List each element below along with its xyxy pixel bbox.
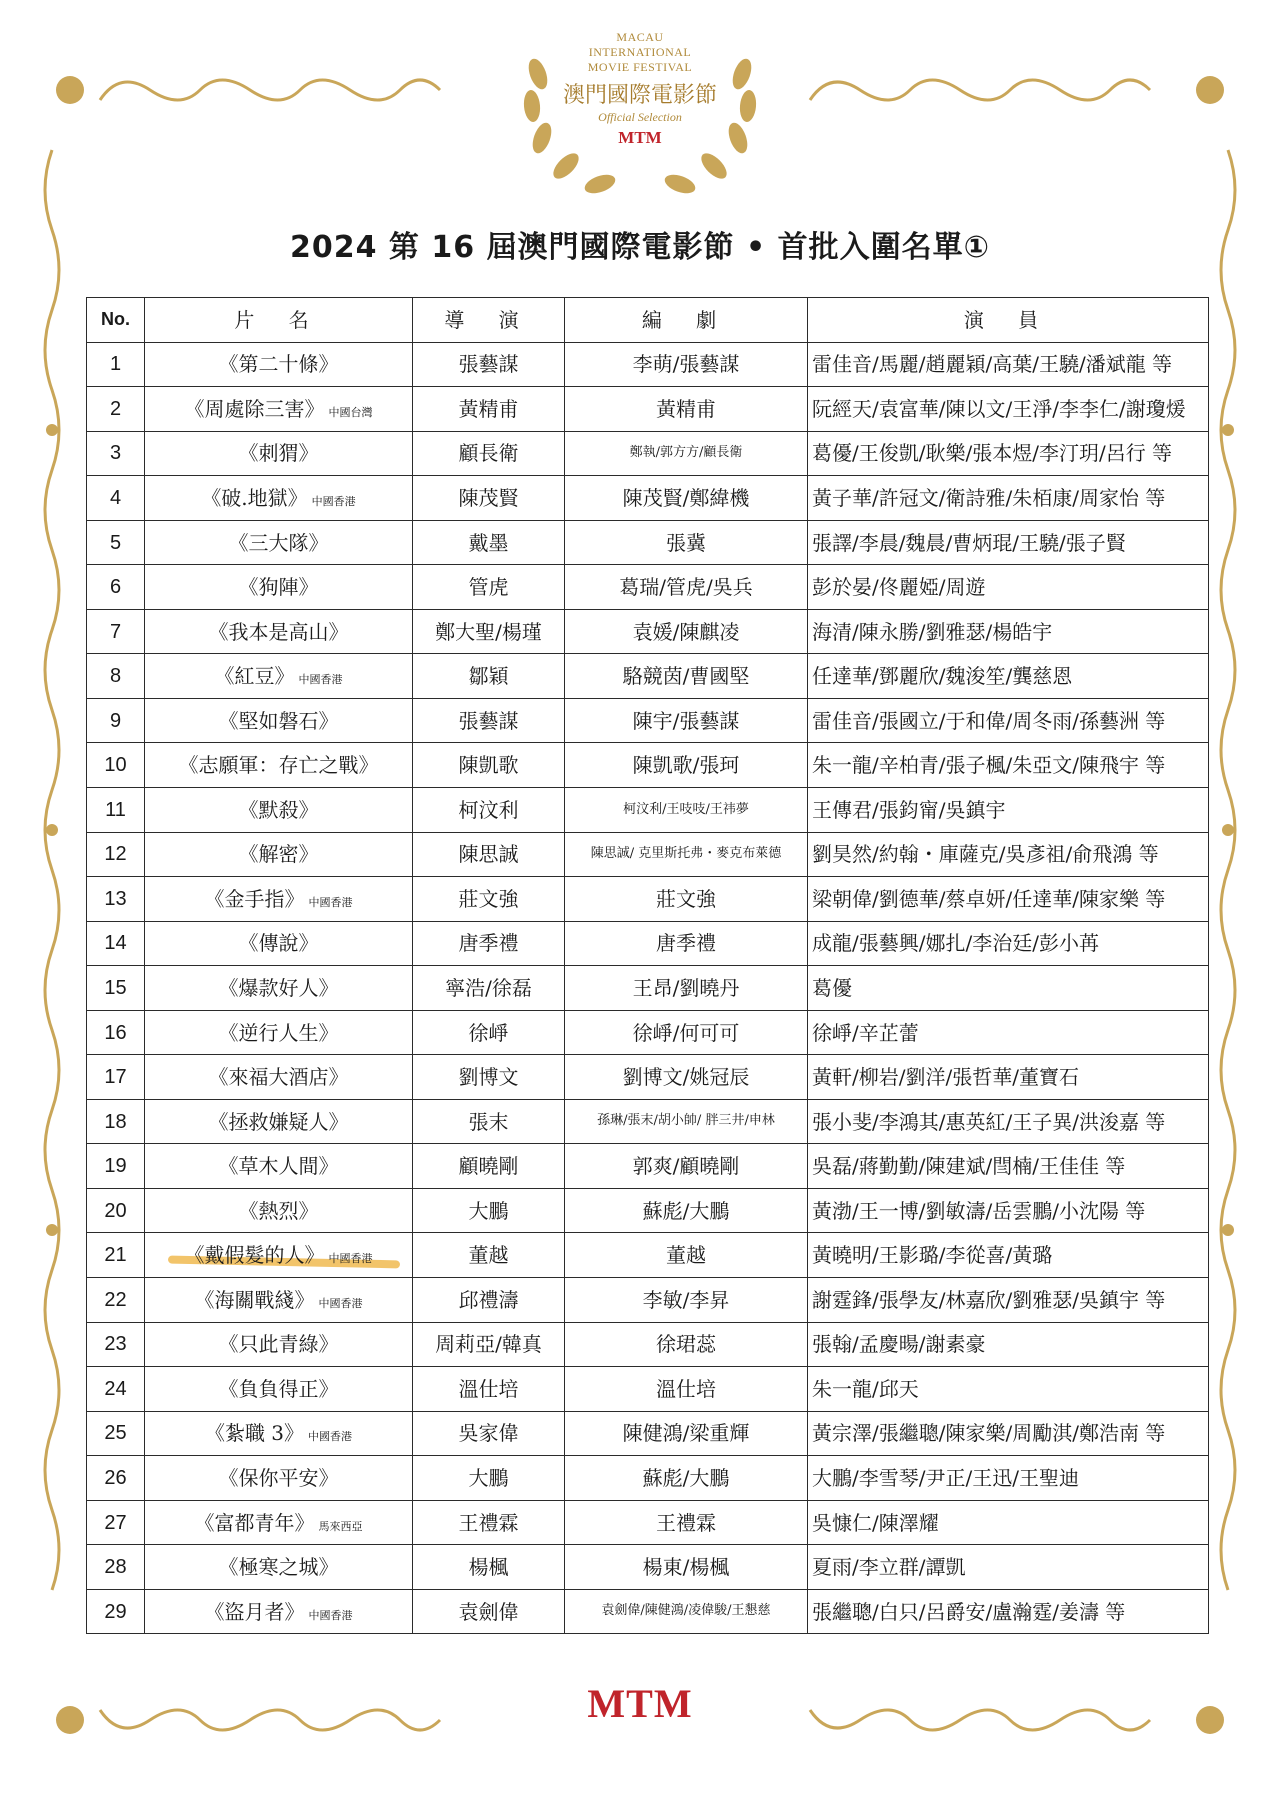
director-cell: 張藝謀 — [413, 342, 565, 387]
director-cell: 張末 — [413, 1099, 565, 1144]
row-number: 3 — [87, 431, 145, 476]
table-row — [87, 1411, 1209, 1456]
table-row — [87, 654, 1209, 699]
table-row — [87, 520, 1209, 565]
film-title: 《我本是高山》 — [208, 619, 349, 644]
director-cell: 邱禮濤 — [413, 1278, 565, 1323]
table-row — [87, 743, 1209, 788]
table-row — [87, 1456, 1209, 1501]
table-body — [87, 342, 1209, 1634]
row-number: 18 — [87, 1099, 145, 1144]
cast-cell: 任達華/鄧麗欣/魏浚笙/龔慈恩 — [808, 654, 1209, 699]
film-title-cell — [145, 1367, 413, 1412]
table-row — [87, 431, 1209, 476]
film-title-cell — [145, 654, 413, 699]
film-title-cell — [145, 387, 413, 432]
writer-cell: 楊東/楊楓 — [565, 1545, 808, 1590]
director-cell: 陳思誠 — [413, 832, 565, 877]
film-title: 《極寒之城》 — [218, 1555, 339, 1580]
film-title-cell — [145, 565, 413, 610]
writer-cell: 溫仕培 — [565, 1367, 808, 1412]
row-number: 8 — [87, 654, 145, 699]
row-number: 28 — [87, 1545, 145, 1590]
header-no: No. — [87, 298, 145, 343]
film-title: 《草木人間》 — [218, 1154, 339, 1179]
row-number: 23 — [87, 1322, 145, 1367]
film-title: 《第二十條》 — [218, 352, 339, 377]
cast-cell: 吳磊/蔣勤勤/陳建斌/閆楠/王佳佳 等 — [808, 1144, 1209, 1189]
cast-cell: 黃子華/許冠文/衛詩雅/朱栢康/周家怡 等 — [808, 476, 1209, 521]
cast-cell: 成龍/張藝興/娜扎/李治廷/彭小苒 — [808, 921, 1209, 966]
cast-cell: 葛優/王俊凱/耿樂/張本煜/李汀玥/呂行 等 — [808, 431, 1209, 476]
row-number: 5 — [87, 520, 145, 565]
row-number: 29 — [87, 1589, 145, 1634]
writer-cell: 郭爽/顧曉剛 — [565, 1144, 808, 1189]
film-title: 《熱烈》 — [238, 1198, 319, 1223]
cast-cell: 張小斐/李鴻其/惠英紅/王子異/洪浚嘉 等 — [808, 1099, 1209, 1144]
seal-line-2: INTERNATIONAL — [588, 45, 692, 59]
film-title-cell — [145, 698, 413, 743]
cast-cell: 彭於晏/佟麗婭/周遊 — [808, 565, 1209, 610]
table-row — [87, 476, 1209, 521]
film-title: 《海關戰綫》 — [194, 1287, 315, 1312]
table-row — [87, 1500, 1209, 1545]
director-cell: 王禮霖 — [413, 1500, 565, 1545]
film-title: 《解密》 — [238, 842, 319, 867]
table-row — [87, 966, 1209, 1011]
table-row — [87, 1278, 1209, 1323]
row-number: 12 — [87, 832, 145, 877]
footer-mtm-logo: MTM — [587, 1681, 693, 1726]
table-row — [87, 1055, 1209, 1100]
director-cell: 大鵬 — [413, 1188, 565, 1233]
writer-cell: 駱競茵/曹國堅 — [565, 654, 808, 699]
director-cell: 莊文強 — [413, 877, 565, 922]
film-title: 《保你平安》 — [218, 1465, 339, 1490]
film-title-cell — [145, 1322, 413, 1367]
writer-cell: 柯汶利/王吱吱/王祎夢 — [565, 788, 808, 833]
cast-cell: 張繼聰/白只/呂爵安/盧瀚霆/姜濤 等 — [808, 1589, 1209, 1634]
director-cell: 陳凱歌 — [413, 743, 565, 788]
row-number: 17 — [87, 1055, 145, 1100]
director-cell: 吳家偉 — [413, 1411, 565, 1456]
film-title: 《戴假髮的人》 — [184, 1243, 325, 1268]
writer-cell: 李敏/李昇 — [565, 1278, 808, 1323]
director-cell: 唐季禮 — [413, 921, 565, 966]
seal-chinese-name: 澳門國際電影節 — [562, 83, 717, 108]
director-cell: 戴墨 — [413, 520, 565, 565]
film-title: 《刺猬》 — [238, 441, 319, 466]
film-title-cell — [145, 832, 413, 877]
cast-cell: 黃軒/柳岩/劉洋/張哲華/董寶石 — [808, 1055, 1209, 1100]
film-title: 《只此青綠》 — [218, 1332, 339, 1357]
row-number: 15 — [87, 966, 145, 1011]
film-title-cell — [145, 1589, 413, 1634]
director-cell: 大鵬 — [413, 1456, 565, 1501]
table-row — [87, 1188, 1209, 1233]
film-title: 《周處除三害》 — [184, 396, 325, 421]
row-number: 14 — [87, 921, 145, 966]
writer-cell: 陳思誠/ 克里斯托弗・麥克布萊德 — [565, 832, 808, 877]
writer-cell: 王禮霖 — [565, 1500, 808, 1545]
writer-cell: 鄭執/郭方方/顧長衛 — [565, 431, 808, 476]
row-number: 7 — [87, 609, 145, 654]
table-row — [87, 1233, 1209, 1278]
cast-cell: 夏雨/李立群/譚凱 — [808, 1545, 1209, 1590]
film-title: 《紅豆》 — [214, 664, 295, 689]
writer-cell: 蘇彪/大鵬 — [565, 1188, 808, 1233]
writer-cell: 黃精甫 — [565, 387, 808, 432]
film-title-cell — [145, 1010, 413, 1055]
cast-cell: 葛優 — [808, 966, 1209, 1011]
writer-cell: 葛瑞/管虎/吳兵 — [565, 565, 808, 610]
film-title-cell — [145, 921, 413, 966]
director-cell: 寧浩/徐磊 — [413, 966, 565, 1011]
table-row — [87, 1367, 1209, 1412]
row-number: 26 — [87, 1456, 145, 1501]
row-number: 24 — [87, 1367, 145, 1412]
film-title-cell — [145, 743, 413, 788]
writer-cell: 莊文強 — [565, 877, 808, 922]
film-title: 《志願軍：存亡之戰》 — [178, 753, 379, 778]
header-title: 片 名 — [145, 298, 413, 343]
table-row — [87, 1322, 1209, 1367]
cast-cell: 阮經天/袁富華/陳以文/王淨/李李仁/謝瓊煖 — [808, 387, 1209, 432]
writer-cell: 袁媛/陳麒凌 — [565, 609, 808, 654]
film-title-cell — [145, 342, 413, 387]
row-number: 11 — [87, 788, 145, 833]
director-cell: 董越 — [413, 1233, 565, 1278]
film-region: 中國香港 — [298, 673, 343, 687]
director-cell: 鄒穎 — [413, 654, 565, 699]
table-row — [87, 832, 1209, 877]
film-title-cell — [145, 476, 413, 521]
row-number: 4 — [87, 476, 145, 521]
row-number: 22 — [87, 1278, 145, 1323]
cast-cell: 雷佳音/馬麗/趙麗穎/高葉/王驍/潘斌龍 等 — [808, 342, 1209, 387]
film-title: 《盜月者》 — [204, 1599, 305, 1624]
seal-official-selection: Official Selection — [598, 110, 682, 124]
film-region: 中國香港 — [328, 1252, 373, 1266]
table-row — [87, 609, 1209, 654]
row-number: 21 — [87, 1233, 145, 1278]
film-title-cell — [145, 1500, 413, 1545]
cast-cell: 雷佳音/張國立/于和偉/周冬雨/孫藝洲 等 — [808, 698, 1209, 743]
writer-cell: 徐珺蕊 — [565, 1322, 808, 1367]
film-title-cell — [145, 1545, 413, 1590]
film-region: 中國香港 — [311, 494, 356, 508]
film-region: 中國香港 — [308, 1608, 353, 1622]
film-title-cell — [145, 877, 413, 922]
table-row — [87, 1545, 1209, 1590]
seal-mtm: MTM — [618, 128, 662, 147]
table-row — [87, 387, 1209, 432]
row-number: 19 — [87, 1144, 145, 1189]
seal-line-3: MOVIE FESTIVAL — [587, 60, 693, 74]
director-cell: 鄭大聖/楊瑾 — [413, 609, 565, 654]
row-number: 27 — [87, 1500, 145, 1545]
table-row — [87, 1589, 1209, 1634]
film-region: 中國香港 — [308, 895, 353, 909]
film-title-cell — [145, 1099, 413, 1144]
film-title-cell — [145, 431, 413, 476]
cast-cell: 大鵬/李雪琴/尹正/王迅/王聖迪 — [808, 1456, 1209, 1501]
film-title-cell — [145, 1233, 413, 1278]
cast-cell: 徐崢/辛芷蕾 — [808, 1010, 1209, 1055]
film-title: 《紮職 3》 — [204, 1421, 305, 1446]
film-title-cell — [145, 520, 413, 565]
film-title: 《逆行人生》 — [218, 1020, 339, 1045]
director-cell: 黃精甫 — [413, 387, 565, 432]
row-number: 1 — [87, 342, 145, 387]
film-region: 馬來西亞 — [318, 1519, 363, 1533]
film-title: 《堅如磐石》 — [218, 708, 339, 733]
film-title-cell — [145, 1456, 413, 1501]
cast-cell: 梁朝偉/劉德華/蔡卓妍/任達華/陳家樂 等 — [808, 877, 1209, 922]
row-number: 16 — [87, 1010, 145, 1055]
page-title: 2024 第 16 屆澳門國際電影節 • 首批入圍名單① — [289, 230, 991, 265]
table-row — [87, 1099, 1209, 1144]
film-title: 《狗陣》 — [238, 575, 319, 600]
film-region: 中國香港 — [308, 1430, 353, 1444]
writer-cell: 袁劍偉/陳健鴻/凌偉駿/王懇慈 — [565, 1589, 808, 1634]
row-number: 25 — [87, 1411, 145, 1456]
director-cell: 劉博文 — [413, 1055, 565, 1100]
writer-cell: 李萌/張藝謀 — [565, 342, 808, 387]
cast-cell: 吳慷仁/陳澤耀 — [808, 1500, 1209, 1545]
director-cell: 溫仕培 — [413, 1367, 565, 1412]
film-title: 《默殺》 — [238, 797, 319, 822]
cast-cell: 黃渤/王一博/劉敏濤/岳雲鵬/小沈陽 等 — [808, 1188, 1209, 1233]
film-title-cell — [145, 966, 413, 1011]
cast-cell: 張翰/孟慶暘/謝素豪 — [808, 1322, 1209, 1367]
row-number: 9 — [87, 698, 145, 743]
header-cast: 演 員 — [808, 298, 1209, 343]
writer-cell: 劉博文/姚冠辰 — [565, 1055, 808, 1100]
writer-cell: 陳宇/張藝謀 — [565, 698, 808, 743]
film-title-cell — [145, 1411, 413, 1456]
header-director: 導 演 — [413, 298, 565, 343]
writer-cell: 張冀 — [565, 520, 808, 565]
writer-cell: 陳凱歌/張珂 — [565, 743, 808, 788]
film-title-cell — [145, 609, 413, 654]
table-row — [87, 698, 1209, 743]
table-row — [87, 342, 1209, 387]
film-region: 中國香港 — [318, 1296, 363, 1310]
film-title: 《傳說》 — [238, 931, 319, 956]
table-row — [87, 1010, 1209, 1055]
film-title-cell — [145, 1188, 413, 1233]
director-cell: 柯汶利 — [413, 788, 565, 833]
table-row — [87, 788, 1209, 833]
director-cell: 管虎 — [413, 565, 565, 610]
writer-cell: 唐季禮 — [565, 921, 808, 966]
cast-cell: 張譯/李晨/魏晨/曹炳琨/王驍/張子賢 — [808, 520, 1209, 565]
director-cell: 陳茂賢 — [413, 476, 565, 521]
cast-cell: 海清/陳永勝/劉雅瑟/楊皓宇 — [808, 609, 1209, 654]
table-row — [87, 565, 1209, 610]
writer-cell: 陳茂賢/鄭緯機 — [565, 476, 808, 521]
cast-cell: 黃曉明/王影璐/李從喜/黃璐 — [808, 1233, 1209, 1278]
writer-cell: 董越 — [565, 1233, 808, 1278]
film-region: 中國台灣 — [328, 405, 373, 419]
festival-seal-logo — [508, 14, 772, 198]
row-number: 20 — [87, 1188, 145, 1233]
film-title-cell — [145, 788, 413, 833]
director-cell: 周莉亞/韓真 — [413, 1322, 565, 1367]
table-row — [87, 921, 1209, 966]
director-cell: 顧長衛 — [413, 431, 565, 476]
selection-table — [86, 297, 1209, 1634]
director-cell: 楊楓 — [413, 1545, 565, 1590]
writer-cell: 徐崢/何可可 — [565, 1010, 808, 1055]
writer-cell: 孫琳/張末/胡小帥/ 胖三井/申林 — [565, 1099, 808, 1144]
writer-cell: 王昂/劉曉丹 — [565, 966, 808, 1011]
table-header-row — [87, 298, 1209, 343]
cast-cell: 劉昊然/約翰・庫薩克/吳彥祖/俞飛鴻 等 — [808, 832, 1209, 877]
film-title: 《負負得正》 — [218, 1376, 339, 1401]
row-number: 2 — [87, 387, 145, 432]
cast-cell: 朱一龍/辛柏青/張子楓/朱亞文/陳飛宇 等 — [808, 743, 1209, 788]
director-cell: 徐崢 — [413, 1010, 565, 1055]
film-title-cell — [145, 1055, 413, 1100]
cast-cell: 王傳君/張鈞甯/吳鎮宇 — [808, 788, 1209, 833]
director-cell: 袁劍偉 — [413, 1589, 565, 1634]
film-title: 《金手指》 — [204, 886, 305, 911]
film-title-cell — [145, 1278, 413, 1323]
row-number: 13 — [87, 877, 145, 922]
cast-cell: 黃宗澤/張繼聰/陳家樂/周勵淇/鄭浩南 等 — [808, 1411, 1209, 1456]
director-cell: 顧曉剛 — [413, 1144, 565, 1189]
film-title: 《來福大酒店》 — [208, 1065, 349, 1090]
writer-cell: 陳健鴻/梁重輝 — [565, 1411, 808, 1456]
writer-cell: 蘇彪/大鵬 — [565, 1456, 808, 1501]
film-title-cell — [145, 1144, 413, 1189]
header-writer: 編 劇 — [565, 298, 808, 343]
film-title: 《拯救嫌疑人》 — [208, 1109, 349, 1134]
cast-cell: 朱一龍/邱天 — [808, 1367, 1209, 1412]
film-title: 《富都青年》 — [194, 1510, 315, 1535]
film-title: 《爆款好人》 — [218, 975, 339, 1000]
seal-line-1: MACAU — [616, 30, 664, 44]
table-row — [87, 1144, 1209, 1189]
film-title: 《三大隊》 — [228, 530, 329, 555]
film-title: 《破.地獄》 — [201, 485, 308, 510]
row-number: 10 — [87, 743, 145, 788]
row-number: 6 — [87, 565, 145, 610]
director-cell: 張藝謀 — [413, 698, 565, 743]
cast-cell: 謝霆鋒/張學友/林嘉欣/劉雅瑟/吳鎮宇 等 — [808, 1278, 1209, 1323]
table-row — [87, 877, 1209, 922]
